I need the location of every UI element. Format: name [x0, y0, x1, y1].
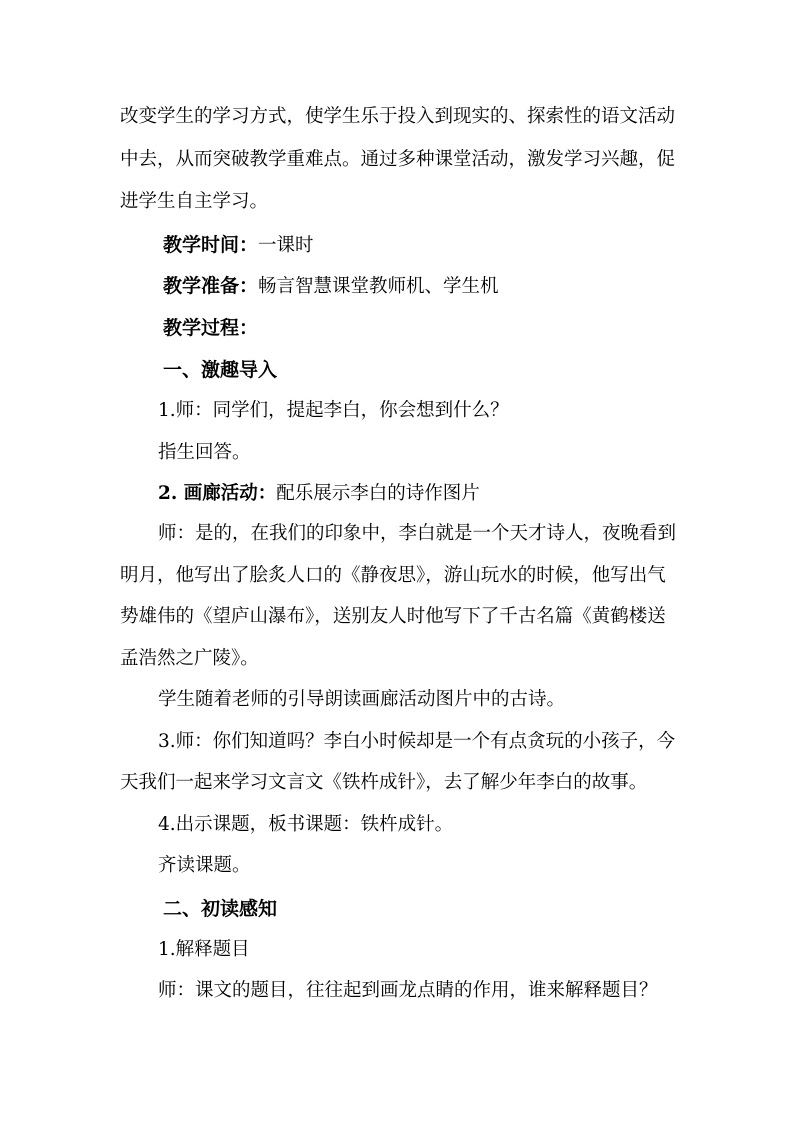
section1-item3-line-1: 3.师：你们知道吗？李白小时候却是一个有点贪玩的小孩子，今 — [158, 731, 676, 752]
teaching-process-label: 教学过程： — [163, 317, 259, 339]
intro-line-3: 进学生自主学习。 — [120, 191, 269, 212]
section1-item2-label: 2. 画廊活动： — [158, 483, 277, 504]
section1-heading: 一、激趣导入 — [163, 359, 278, 381]
section1-item1: 1.师：同学们，提起李白，你会想到什么？ — [158, 400, 509, 421]
teacher-para-line-3: 势雄伟的《望庐山瀑布》，送别友人时他写下了千古名篇《黄鹤楼送 — [120, 606, 666, 627]
section1-item2 — [158, 482, 678, 506]
teacher-para-line-1: 师：是的，在我们的印象中，李白就是一个天才诗人，夜晚看到 — [158, 523, 677, 544]
teaching-time — [163, 233, 683, 258]
student-read: 学生随着老师的引导朗读画廊活动图片中的古诗。 — [158, 689, 566, 710]
teaching-time-label: 教学时间： — [163, 234, 259, 256]
section1-item4-read: 齐读课题。 — [158, 855, 251, 876]
teacher-para-line-2: 明月，他写出了脍炙人口的《静夜思》，游山玩水的时候，他写出气 — [120, 565, 666, 586]
teaching-time-value: 一课时 — [258, 235, 314, 256]
intro-line-1: 改变学生的学习方式，使学生乐于投入到现实的、探索性的语文活动 — [120, 106, 676, 127]
section1-item2-text: 配乐展示李白的诗作图片 — [276, 483, 480, 504]
section1-item3-line-2: 天我们一起来学习文言文《铁杵成针》，去了解少年李白的故事。 — [120, 772, 648, 793]
teaching-prep-label: 教学准备： — [163, 275, 259, 297]
section1-item4: 4.出示课题，板书课题：铁杵成针。 — [158, 814, 454, 835]
section2-heading: 二、初读感知 — [163, 898, 278, 920]
intro-line-2: 中去，从而突破教学重难点。通过多种课堂活动，激发学习兴趣，促 — [120, 149, 676, 170]
section2-item1: 1.解释题目 — [158, 939, 250, 960]
section1-item1-answer: 指生回答。 — [158, 442, 251, 463]
teaching-prep — [163, 274, 683, 299]
section2-teacher-question: 师：课文的题目，往往起到画龙点睛的作用，谁来解释题目？ — [158, 980, 658, 1001]
teaching-prep-value: 畅言智慧课堂教师机、学生机 — [258, 276, 499, 297]
teacher-para-line-4: 孟浩然之广陵》。 — [120, 648, 259, 669]
